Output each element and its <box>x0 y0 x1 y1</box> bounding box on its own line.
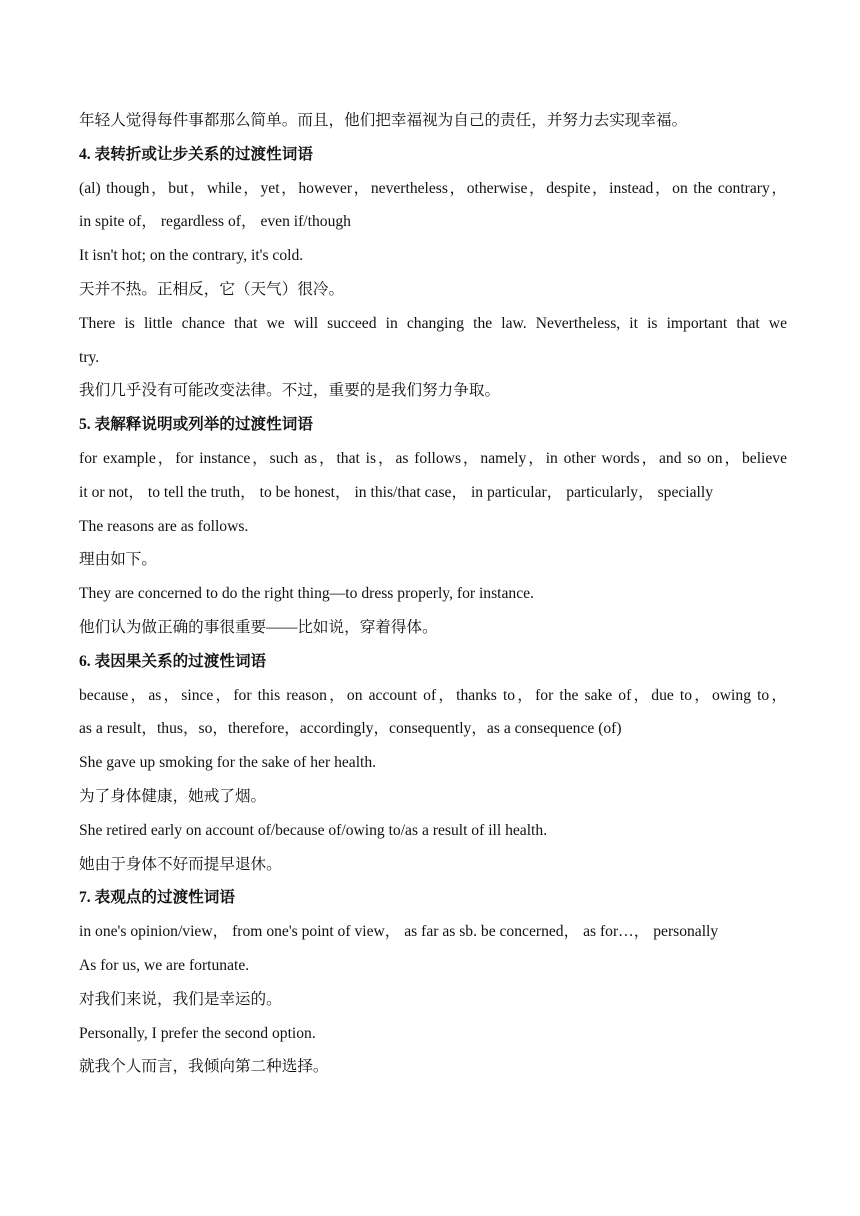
example-sentence: There is little chance that we will succeed in changing the law. Nevertheless, it is important that we <box>79 314 787 332</box>
example-sentence: try. <box>79 348 100 366</box>
translation-line: 理由如下。 <box>79 551 157 569</box>
word-list-line: as a result，thus，so，therefore，accordingly，consequently，as a consequence (of) <box>79 720 622 738</box>
text-line: 年轻人觉得每件事都那么简单。而且，他们把幸福视为自己的责任，并努力去实现幸福。 <box>79 112 688 129</box>
example-sentence: They are concerned to do the right thing—to dress properly, for instance. <box>79 585 534 603</box>
word-list-line: it or not， to tell the truth， to be honest， in this/that case， in particular， particularly， specially <box>79 483 713 501</box>
example-sentence: The reasons are as follows. <box>79 517 249 535</box>
translation-line: 天并不热。正相反，它（天气）很冷。 <box>79 280 345 298</box>
word-list-line: for example，for instance，such as，that is，as follows，namely，in other words，and so on，believe <box>79 449 787 467</box>
example-sentence: As for us, we are fortunate. <box>79 956 250 974</box>
translation-line: 他们认为做正确的事很重要——比如说，穿着得体。 <box>79 618 438 636</box>
document-body <box>79 104 787 1084</box>
example-sentence: She retired early on account of/because of/owing to/as a result of ill health. <box>79 821 548 839</box>
word-list-line: in spite of， regardless of， even if/though <box>79 213 351 231</box>
word-list-line: in one's opinion/view， from one's point of view， as far as sb. be concerned， as for…， personally <box>79 923 719 941</box>
section-heading: 6. 表因果关系的过渡性词语 <box>79 652 267 670</box>
example-sentence: It isn't hot; on the contrary, it's cold. <box>79 247 304 265</box>
word-list-line: because，as，since，for this reason，on account of，thanks to，for the sake of，due to，owing to， <box>79 686 787 704</box>
section-heading: 4. 表转折或让步关系的过渡性词语 <box>79 145 313 163</box>
translation-line: 对我们来说，我们是幸运的。 <box>79 990 282 1008</box>
translation-line: 为了身体健康，她戒了烟。 <box>79 787 267 805</box>
example-sentence: She gave up smoking for the sake of her health. <box>79 754 377 772</box>
translation-line: 我们几乎没有可能改变法律。不过，重要的是我们努力争取。 <box>79 382 501 400</box>
example-sentence: Personally, I prefer the second option. <box>79 1024 316 1042</box>
word-list-line: (al) though，but，while，yet，however，nevertheless，otherwise，despite，instead，on the contrary， <box>79 179 787 197</box>
section-heading: 7. 表观点的过渡性词语 <box>79 889 235 907</box>
translation-line: 她由于身体不好而提早退休。 <box>79 855 282 873</box>
section-heading: 5. 表解释说明或列举的过渡性词语 <box>79 416 313 434</box>
translation-line: 就我个人而言，我倾向第二种选择。 <box>79 1058 329 1076</box>
